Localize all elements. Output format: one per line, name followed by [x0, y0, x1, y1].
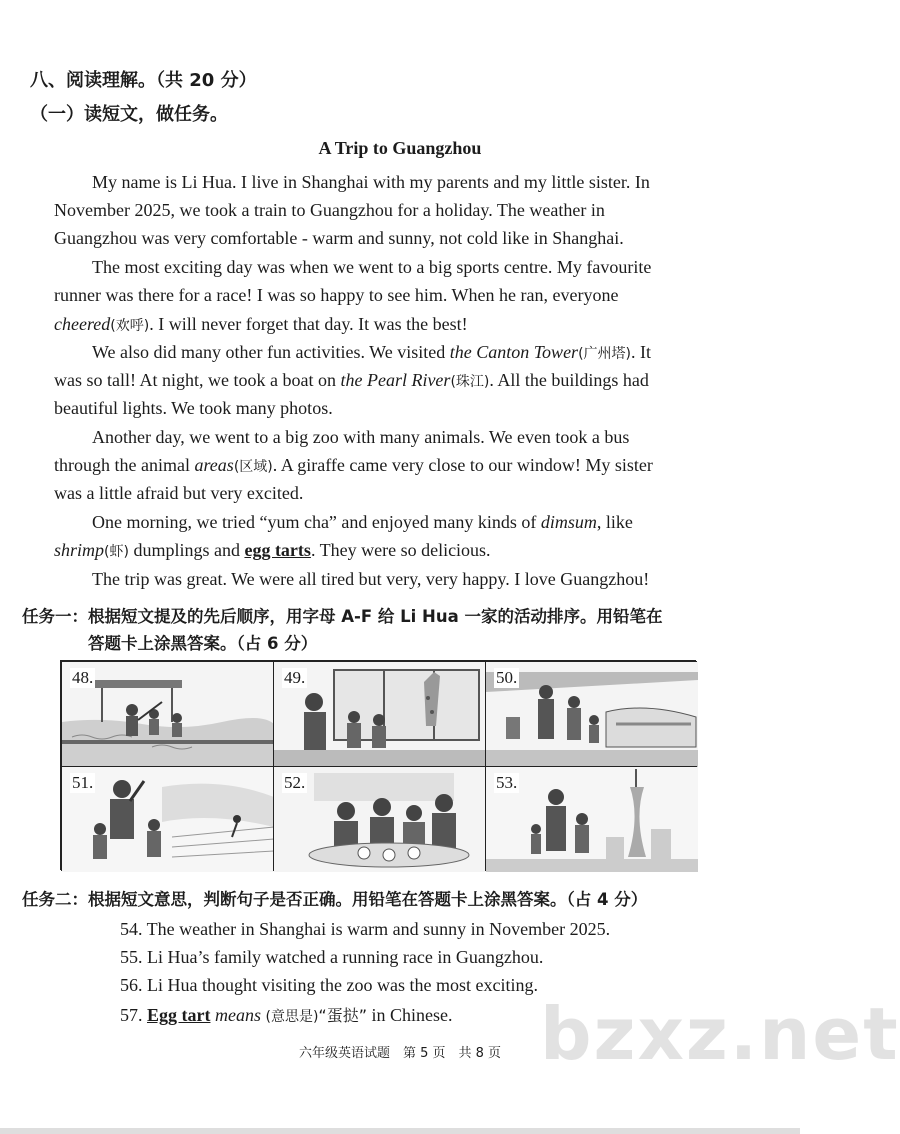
term-egg-tart: Egg tart: [147, 1005, 211, 1025]
gloss-cheered: (欢呼): [110, 318, 150, 334]
term-dimsum: dimsum: [540, 512, 597, 532]
picture-number: 53.: [496, 773, 518, 792]
term-pearl-river: the Pearl River: [340, 370, 451, 390]
question-56: 56. Li Hua thought visiting the zoo was the most exciting.: [120, 975, 538, 995]
passage-line: was so tall! At night, we took a boat on the Pearl River(珠江). All the buildings had: [54, 370, 649, 390]
question-54: 54. The weather in Shanghai is warm and sunny in November 2025.: [120, 919, 611, 939]
picture-grid: [60, 660, 696, 870]
picture-52-yum-cha: [273, 766, 485, 871]
passage-title: A Trip to Guangzhou: [318, 138, 482, 158]
passage-line: cheered(欢呼). I will never forget that day. It was the best!: [54, 314, 468, 334]
passage-line: The most exciting day was when we went to a big sports centre. My favourite: [92, 257, 652, 277]
picture-number: 51.: [72, 773, 94, 792]
picture-49-zoo-bus: [273, 661, 485, 766]
passage-line: We also did many other fun activities. We visited the Canton Tower(广州塔). It: [92, 342, 651, 362]
watermark: bzxz.net: [540, 992, 900, 1076]
section-subheading: （一）读短文，做任务。: [30, 104, 228, 125]
passage-line: Another day, we went to a big zoo with many animals. We even took a bus: [92, 427, 630, 447]
term-shrimp: shrimp: [54, 540, 105, 560]
passage-line: November 2025, we took a train to Guangzhou for a holiday. The weather in: [54, 200, 605, 220]
section-heading: 八、阅读理解。（共 20 分）: [30, 70, 257, 91]
gloss-shrimp: (虾): [104, 544, 129, 560]
passage-line: Guangzhou was very comfortable - warm and sunny, not cold like in Shanghai.: [54, 228, 624, 248]
picture-53-canton-tower: [485, 766, 697, 871]
passage-line: runner was there for a race! I was so happy to see him. When he ran, everyone: [54, 285, 619, 305]
picture-number: 48.: [72, 668, 94, 687]
page-footer: 六年级英语试题 第 5 页 共 8 页: [298, 1046, 502, 1061]
term-egg-tarts: egg tarts: [244, 540, 311, 560]
picture-50-train-station: [485, 661, 697, 766]
picture-number: 49.: [284, 668, 306, 687]
picture-48-boat-tour: [61, 661, 273, 766]
passage-line: beautiful lights. We took many photos.: [54, 398, 333, 418]
passage-line: through the animal areas(区域). A giraffe came very close to our window! My sister: [54, 455, 653, 475]
gloss-pearl-river: (珠江): [450, 374, 490, 390]
term-canton-tower: the Canton Tower: [449, 342, 579, 362]
task2-instruction: 任务二：根据短文意思，判断句子是否正确。用铅笔在答题卡上涂黑答案。（占 4 分）: [22, 890, 648, 909]
gloss-areas: (区域): [233, 459, 273, 475]
term-areas: areas: [194, 455, 234, 475]
question-57: 57. Egg tart means (意思是)“蛋挞” in Chinese.: [120, 1005, 453, 1025]
question-55: 55. Li Hua’s family watched a running race in Guangzhou.: [120, 947, 544, 967]
task1-instruction: 任务一：根据短文提及的先后顺序，用字母 A-F 给 Li Hua 一家的活动排序。用铅笔在: [22, 607, 663, 626]
task1-instruction-cont: 答题卡上涂黑答案。（占 6 分）: [88, 634, 318, 653]
picture-number: 52.: [284, 773, 306, 792]
picture-51-sports-race: [61, 766, 273, 871]
passage-line: One morning, we tried “yum cha” and enjoyed many kinds of dimsum, like: [92, 512, 633, 532]
gloss-canton-tower: (广州塔): [578, 346, 631, 362]
passage-line: My name is Li Hua. I live in Shanghai with my parents and my little sister. In: [92, 172, 650, 192]
word-cheered: cheered: [54, 314, 111, 334]
picture-number: 50.: [496, 668, 518, 687]
passage-line: was a little afraid but very excited.: [54, 483, 304, 503]
scan-edge: [0, 1128, 800, 1134]
passage-line: The trip was great. We were all tired but very, very happy. I love Guangzhou!: [92, 569, 650, 589]
passage-line: shrimp(虾) dumplings and egg tarts. They were so delicious.: [54, 540, 491, 560]
